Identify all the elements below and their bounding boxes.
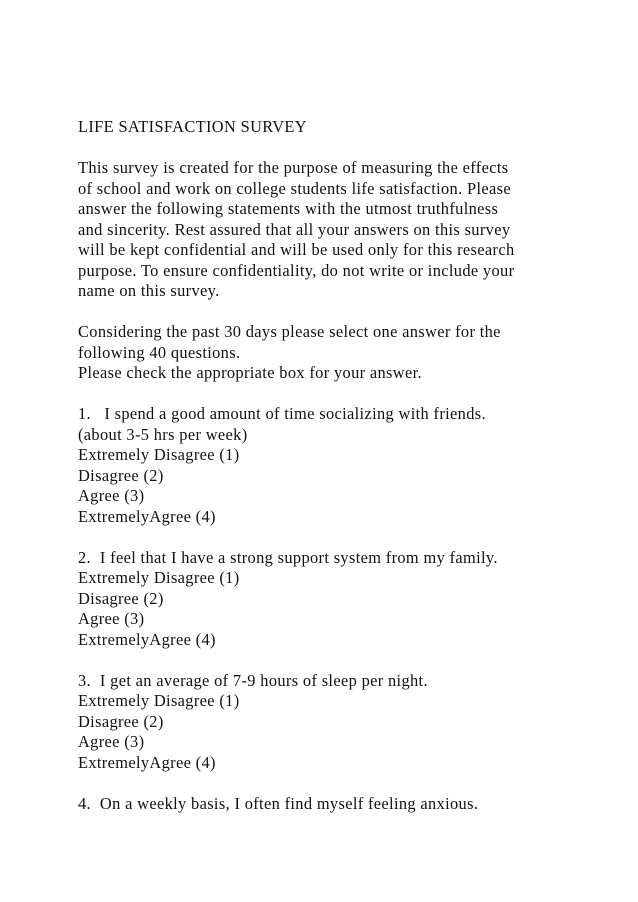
intro-line: of school and work on college students life satisfaction. Please bbox=[78, 178, 511, 198]
spacer bbox=[78, 138, 618, 159]
instruction-line: Please check the appropriate box for your answer. bbox=[78, 363, 422, 382]
intro-line: and sincerity. Rest assured that all your answers on this survey bbox=[78, 219, 511, 239]
answer-option[interactable]: ExtremelyAgree (4) bbox=[78, 506, 216, 526]
answer-option[interactable]: Disagree (2) bbox=[78, 711, 164, 731]
intro-line: answer the following statements with the utmost truthfulness bbox=[78, 199, 499, 218]
answer-option[interactable]: ExtremelyAgree (4) bbox=[78, 752, 216, 772]
answer-option[interactable]: Disagree (2) bbox=[78, 465, 164, 485]
spacer bbox=[78, 302, 618, 323]
instructions-paragraph bbox=[78, 322, 618, 384]
question-text: (about 3-5 hrs per week) bbox=[78, 424, 248, 444]
intro-line: This survey is created for the purpose of measuring the effects bbox=[78, 158, 509, 177]
question-4 bbox=[78, 794, 618, 815]
answer-option[interactable]: Extremely Disagree (1) bbox=[78, 568, 240, 587]
question-text: 3. I get an average of 7-9 hours of sleep per night. bbox=[78, 670, 428, 690]
answer-option[interactable]: Extremely Disagree (1) bbox=[78, 445, 240, 464]
question-text: 4. On a weekly basis, I often find myself feeling anxious. bbox=[78, 793, 479, 813]
spacer bbox=[78, 773, 618, 794]
document-body bbox=[78, 117, 618, 814]
spacer bbox=[78, 384, 618, 405]
spacer bbox=[78, 527, 618, 548]
answer-option[interactable]: Agree (3) bbox=[78, 486, 145, 505]
question-3 bbox=[78, 671, 618, 774]
question-text: 2. I feel that I have a strong support system from my family. bbox=[78, 547, 498, 567]
intro-line: will be kept confidential and will be used only for this research bbox=[78, 240, 515, 259]
answer-option[interactable]: Agree (3) bbox=[78, 609, 145, 628]
instruction-line: following 40 questions. bbox=[78, 342, 241, 362]
answer-option[interactable]: ExtremelyAgree (4) bbox=[78, 629, 216, 649]
question-1 bbox=[78, 404, 618, 527]
instruction-line: Considering the past 30 days please select one answer for the bbox=[78, 322, 501, 341]
question-2 bbox=[78, 548, 618, 651]
question-text: 1. I spend a good amount of time socializing with friends. bbox=[78, 404, 486, 423]
intro-line: purpose. To ensure confidentiality, do not write or include your bbox=[78, 260, 515, 280]
answer-option[interactable]: Agree (3) bbox=[78, 732, 145, 751]
answer-option[interactable]: Disagree (2) bbox=[78, 588, 164, 608]
intro-paragraph bbox=[78, 158, 618, 302]
answer-option[interactable]: Extremely Disagree (1) bbox=[78, 691, 240, 710]
intro-line: name on this survey. bbox=[78, 281, 220, 300]
survey-title: LIFE SATISFACTION SURVEY bbox=[78, 117, 307, 136]
spacer bbox=[78, 650, 618, 671]
